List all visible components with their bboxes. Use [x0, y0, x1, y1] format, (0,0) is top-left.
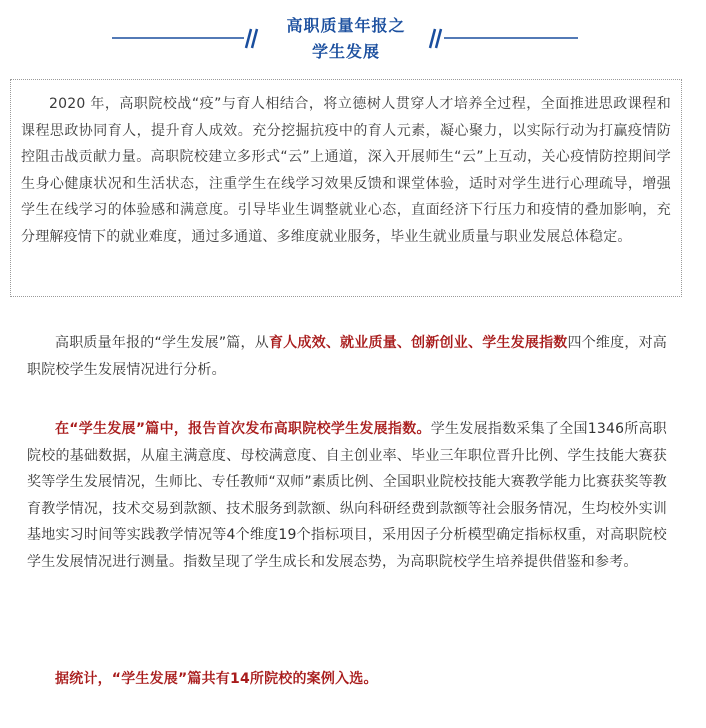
dimensions-paragraph: [27, 330, 667, 383]
left-slash-2: [252, 29, 257, 48]
left-slash-1: [246, 29, 251, 48]
dimensions-tail: 四个维度，对高职院校学生发展情况进行分析。: [27, 335, 667, 378]
article-header: [0, 0, 706, 70]
intro-box: [10, 79, 682, 297]
dimensions-highlight: 育人成效、就业质量、创新创业、学生发展指数: [268, 335, 568, 351]
index-tail: 学生发展指数采集了全国1346所高职院校的基础数据，从雇主满意度、母校满意度、自主创业率、毕业三年职位晋升比例、学生技能大赛获奖等学生发展情况，生师比、专任教师“双师”素质比例、全国职业院校技能大赛教学能力比赛获奖等教育教学情况，技术交易到款额、技术服务到款额、纵向科研经费到款额等社会服务情况，生均校外实训基地实习时间等实践教学情况等4个维度19个指标项目，采用因子分析模型确定指标权重，对高职院校学生发展情况进行测量。指数呈现了学生成长和发展态势，为高职院校学生培养提供借鉴和参考。: [27, 421, 667, 570]
header-title-line2: 学生发展: [311, 42, 380, 61]
right-slash-1: [430, 29, 435, 48]
dimensions-lead: 高职质量年报的“学生发展”篇，从: [55, 335, 269, 351]
index-highlight: 在“学生发展”篇中，报告首次发布高职院校学生发展指数。: [55, 421, 431, 437]
cases-paragraph: [27, 666, 667, 693]
header-title-line1: 高职质量年报之: [286, 16, 406, 35]
intro-text: 2020 年，高职院校战“疫”与育人相结合，将立德树人贯穿人才培养全过程，全面推进思政课程和课程思政协同育人，提升育人成效。充分挖掘抗疫中的育人元素，凝心聚力，以实际行动为打赢疫情防控阻击战贡献力量。高职院校建立多形式“云”上通道，深入开展师生“云”上互动，关心疫情防控期间学生身心健康状况和生活状态，注重学生在线学习效果反馈和课堂体验，适时对学生进行心理疏导，增强学生在线学习的体验感和满意度。引导毕业生调整就业心态，直面经济下行压力和疫情的叠加影响，充分理解疫情下的就业难度，通过多通道、多维度就业服务，毕业生就业质量与职业发展总体稳定。: [21, 96, 671, 245]
cases-highlight: 据统计，“学生发展”篇共有14所院校的案例入选。: [55, 671, 378, 687]
index-paragraph: [27, 416, 667, 575]
right-slash-2: [436, 29, 441, 48]
